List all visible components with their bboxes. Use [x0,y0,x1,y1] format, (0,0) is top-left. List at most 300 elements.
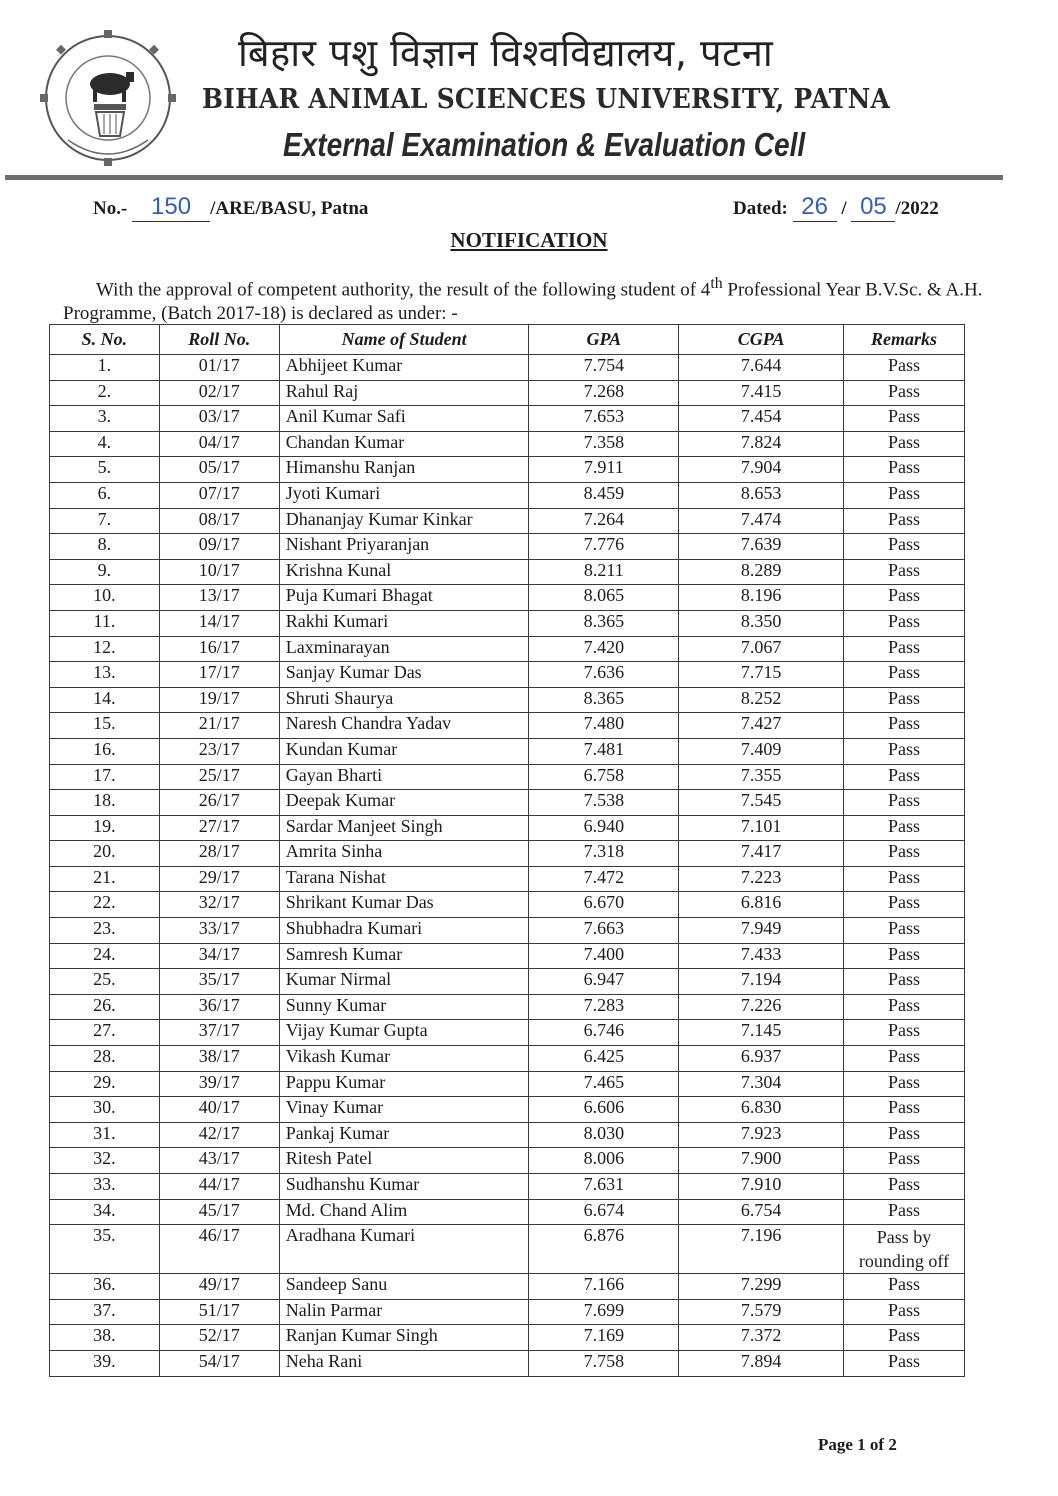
cell-cgpa: 6.754 [679,1199,844,1225]
cell-cgpa: 7.904 [679,457,844,483]
table-row [50,482,965,508]
cell-sno: 19. [50,815,160,841]
cell-sno: 39. [50,1350,160,1376]
cell-sno: 2. [50,380,160,406]
cell-remarks: Pass [844,866,965,892]
table-row [50,969,965,995]
cell-sno: 4. [50,431,160,457]
cell-cgpa: 7.427 [679,713,844,739]
cell-cgpa: 7.194 [679,969,844,995]
table-row [50,1325,965,1351]
cell-roll: 08/17 [159,508,279,534]
cell-name: Tarana Nishat [279,866,529,892]
cell-roll: 21/17 [159,713,279,739]
cell-gpa: 7.699 [529,1299,679,1325]
cell-sno: 1. [50,355,160,381]
cell-gpa: 7.480 [529,713,679,739]
cell-cgpa: 7.910 [679,1174,844,1200]
cell-roll: 17/17 [159,662,279,688]
cell-gpa: 7.538 [529,790,679,816]
cell-roll: 09/17 [159,534,279,560]
cell-roll: 46/17 [159,1225,279,1274]
cell-gpa: 8.365 [529,610,679,636]
cell-gpa: 7.663 [529,918,679,944]
cell-remarks: Pass [844,1325,965,1351]
cell-gpa: 6.940 [529,815,679,841]
cell-cgpa: 7.223 [679,866,844,892]
cell-roll: 10/17 [159,559,279,585]
cell-name: Rakhi Kumari [279,610,529,636]
date-line [733,193,939,222]
cell-sno: 11. [50,610,160,636]
table-row [50,687,965,713]
cell-name: Sudhanshu Kumar [279,1174,529,1200]
cell-gpa: 7.318 [529,841,679,867]
cell-gpa: 7.776 [529,534,679,560]
cell-gpa: 8.365 [529,687,679,713]
cell-cgpa: 7.196 [679,1225,844,1274]
cell-name: Sandeep Sanu [279,1274,529,1300]
cell-name: Pappu Kumar [279,1071,529,1097]
cell-roll: 04/17 [159,431,279,457]
table-row [50,355,965,381]
university-seal-icon [38,28,178,168]
cell-gpa: 8.211 [529,559,679,585]
cell-cgpa: 8.289 [679,559,844,585]
results-table [49,324,965,1377]
cell-sno: 23. [50,918,160,944]
cell-name: Abhijeet Kumar [279,355,529,381]
date-month: 05 [851,193,895,222]
table-row [50,431,965,457]
cell-name: Gayan Bharti [279,764,529,790]
table-row [50,1174,965,1200]
cell-cgpa: 7.949 [679,918,844,944]
cell-gpa: 6.758 [529,764,679,790]
table-row [50,585,965,611]
cell-sno: 8. [50,534,160,560]
cell-name: Chandan Kumar [279,431,529,457]
table-row [50,892,965,918]
cell-remarks: Pass [844,1071,965,1097]
cell-roll: 02/17 [159,380,279,406]
cell-remarks: Pass [844,687,965,713]
cell-remarks: Pass [844,764,965,790]
cell-cgpa: 7.299 [679,1274,844,1300]
cell-sno: 22. [50,892,160,918]
cell-gpa: 7.758 [529,1350,679,1376]
cell-gpa: 7.911 [529,457,679,483]
cell-gpa: 6.674 [529,1199,679,1225]
cell-roll: 51/17 [159,1299,279,1325]
cell-name: Sanjay Kumar Das [279,662,529,688]
cell-roll: 03/17 [159,406,279,432]
cell-sno: 6. [50,482,160,508]
table-row [50,1299,965,1325]
cell-roll: 27/17 [159,815,279,841]
cell-remarks: Pass [844,841,965,867]
cell-remarks: Pass [844,1199,965,1225]
cell-roll: 37/17 [159,1020,279,1046]
cell-remarks: Pass [844,406,965,432]
cell-name: Shruti Shaurya [279,687,529,713]
cell-remarks: Pass [844,534,965,560]
university-name-hindi: बिहार पशु विज्ञान विश्वविद्यालय, पटना [238,31,774,75]
cell-remarks: Pass [844,610,965,636]
cell-remarks: Pass [844,943,965,969]
cell-gpa: 7.268 [529,380,679,406]
cell-sno: 37. [50,1299,160,1325]
table-row [50,1199,965,1225]
cell-remarks: Pass [844,457,965,483]
cell-sno: 16. [50,738,160,764]
table-row [50,1020,965,1046]
cell-gpa: 7.169 [529,1325,679,1351]
cell-gpa: 7.631 [529,1174,679,1200]
cell-name: Aradhana Kumari [279,1225,529,1274]
cell-gpa: 6.876 [529,1225,679,1274]
cell-name: Ranjan Kumar Singh [279,1325,529,1351]
table-row [50,866,965,892]
cell-gpa: 7.264 [529,508,679,534]
cell-sno: 26. [50,994,160,1020]
table-header-row [50,325,965,355]
header-divider [5,175,1003,180]
cell-cgpa: 7.923 [679,1122,844,1148]
cell-sno: 33. [50,1174,160,1200]
cell-remarks: Pass [844,1299,965,1325]
cell-gpa: 6.947 [529,969,679,995]
cell-roll: 19/17 [159,687,279,713]
cell-gpa: 7.400 [529,943,679,969]
cell-cgpa: 7.454 [679,406,844,432]
header-remarks: Remarks [844,325,965,355]
cell-name: Amrita Sinha [279,841,529,867]
table-row [50,406,965,432]
table-row [50,764,965,790]
cell-cgpa: 7.304 [679,1071,844,1097]
cell-remarks: Pass by rounding off [844,1225,965,1274]
reference-handwritten-number: 150 [132,193,210,222]
cell-remarks: Pass [844,1046,965,1072]
cell-name: Naresh Chandra Yadav [279,713,529,739]
cell-roll: 26/17 [159,790,279,816]
cell-name: Vikash Kumar [279,1046,529,1072]
notification-title: NOTIFICATION [450,228,608,252]
cell-sno: 17. [50,764,160,790]
cell-gpa: 7.465 [529,1071,679,1097]
cell-sno: 31. [50,1122,160,1148]
cell-roll: 43/17 [159,1148,279,1174]
cell-remarks: Pass [844,790,965,816]
cell-gpa: 8.459 [529,482,679,508]
cell-roll: 52/17 [159,1325,279,1351]
cell-gpa: 7.481 [529,738,679,764]
cell-name: Kundan Kumar [279,738,529,764]
cell-sno: 20. [50,841,160,867]
cell-sno: 32. [50,1148,160,1174]
cell-roll: 49/17 [159,1274,279,1300]
cell-cgpa: 8.252 [679,687,844,713]
cell-roll: 45/17 [159,1199,279,1225]
header-gpa: GPA [529,325,679,355]
table-row [50,1350,965,1376]
cell-remarks: Pass [844,918,965,944]
cell-gpa: 6.606 [529,1097,679,1123]
table-row [50,943,965,969]
cell-gpa: 7.754 [529,355,679,381]
cell-gpa: 6.425 [529,1046,679,1072]
cell-cgpa: 7.545 [679,790,844,816]
table-row [50,841,965,867]
intro-text-1: With the approval of competent authority, the result of the following student of 4 [96,279,711,301]
table-row [50,1071,965,1097]
cell-remarks: Pass [844,662,965,688]
cell-roll: 23/17 [159,738,279,764]
cell-remarks: Pass [844,1020,965,1046]
cell-cgpa: 7.355 [679,764,844,790]
cell-name: Laxminarayan [279,636,529,662]
cell-roll: 39/17 [159,1071,279,1097]
cell-name: Deepak Kumar [279,790,529,816]
cell-cgpa: 7.433 [679,943,844,969]
cell-sno: 28. [50,1046,160,1072]
table-row [50,508,965,534]
cell-name: Himanshu Ranjan [279,457,529,483]
date-year: /2022 [895,198,939,219]
cell-cgpa: 7.226 [679,994,844,1020]
cell-roll: 01/17 [159,355,279,381]
cell-name: Sardar Manjeet Singh [279,815,529,841]
cell-cgpa: 7.894 [679,1350,844,1376]
cell-sno: 25. [50,969,160,995]
cell-name: Krishna Kunal [279,559,529,585]
cell-remarks: Pass [844,355,965,381]
cell-roll: 16/17 [159,636,279,662]
cell-sno: 10. [50,585,160,611]
header-cgpa: CGPA [679,325,844,355]
cell-roll: 38/17 [159,1046,279,1072]
cell-sno: 7. [50,508,160,534]
date-separator: / [841,198,847,219]
cell-gpa: 7.358 [529,431,679,457]
cell-remarks: Pass [844,815,965,841]
table-row [50,457,965,483]
cell-roll: 54/17 [159,1350,279,1376]
table-row [50,790,965,816]
cell-name: Ritesh Patel [279,1148,529,1174]
cell-remarks: Pass [844,969,965,995]
reference-prefix: No.- [93,198,128,219]
cell-sno: 29. [50,1071,160,1097]
cell-remarks: Pass [844,1122,965,1148]
date-label: Dated: [733,198,788,219]
notification-intro [63,272,983,326]
page-number: Page 1 of 2 [818,1435,897,1454]
table-row [50,662,965,688]
intro-superscript: th [710,275,723,292]
cell-sno: 27. [50,1020,160,1046]
cell-roll: 40/17 [159,1097,279,1123]
cell-sno: 13. [50,662,160,688]
cell-sno: 15. [50,713,160,739]
cell-gpa: 7.283 [529,994,679,1020]
header-name: Name of Student [279,325,529,355]
table-row [50,1225,965,1274]
cell-roll: 25/17 [159,764,279,790]
cell-cgpa: 7.900 [679,1148,844,1174]
date-day: 26 [793,193,837,222]
cell-gpa: 7.166 [529,1274,679,1300]
cell-name: Sunny Kumar [279,994,529,1020]
cell-name: Jyoti Kumari [279,482,529,508]
cell-cgpa: 7.417 [679,841,844,867]
cell-cgpa: 7.101 [679,815,844,841]
header-roll: Roll No. [159,325,279,355]
cell-name: Anil Kumar Safi [279,406,529,432]
cell-name: Shubhadra Kumari [279,918,529,944]
table-row [50,738,965,764]
cell-roll: 33/17 [159,918,279,944]
cell-name: Vinay Kumar [279,1097,529,1123]
cell-sno: 3. [50,406,160,432]
cell-gpa: 8.006 [529,1148,679,1174]
cell-cgpa: 7.372 [679,1325,844,1351]
cell-remarks: Pass [844,1274,965,1300]
cell-sno: 9. [50,559,160,585]
cell-cgpa: 8.196 [679,585,844,611]
table-row [50,636,965,662]
cell-remarks: Pass [844,431,965,457]
cell-name: External Examination & Evaluation Cell [283,126,806,163]
cell-gpa: 7.636 [529,662,679,688]
cell-gpa: 7.472 [529,866,679,892]
reference-number [93,193,368,222]
cell-remarks: Pass [844,380,965,406]
cell-sno: 34. [50,1199,160,1225]
cell-roll: 44/17 [159,1174,279,1200]
cell-cgpa: 7.474 [679,508,844,534]
cell-cgpa: 7.579 [679,1299,844,1325]
cell-roll: 32/17 [159,892,279,918]
cell-name: Kumar Nirmal [279,969,529,995]
table-row [50,1122,965,1148]
table-row [50,559,965,585]
cell-remarks: Pass [844,892,965,918]
cell-remarks: Pass [844,585,965,611]
cell-remarks: Pass [844,994,965,1020]
cell-remarks: Pass [844,559,965,585]
cell-cgpa: 7.415 [679,380,844,406]
cell-cgpa: 7.715 [679,662,844,688]
cell-sno: 30. [50,1097,160,1123]
cell-name: Vijay Kumar Gupta [279,1020,529,1046]
table-row [50,918,965,944]
reference-suffix: /ARE/BASU, Patna [210,198,369,219]
cell-cgpa: 7.639 [679,534,844,560]
cell-remarks: Pass [844,482,965,508]
cell-name: Rahul Raj [279,380,529,406]
cell-gpa: 8.030 [529,1122,679,1148]
table-row [50,610,965,636]
cell-roll: 07/17 [159,482,279,508]
table-row [50,815,965,841]
cell-gpa: 7.420 [529,636,679,662]
cell-sno: 36. [50,1274,160,1300]
table-row [50,1046,965,1072]
table-row [50,1148,965,1174]
cell-cgpa: 6.937 [679,1046,844,1072]
table-row [50,1274,965,1300]
cell-sno: 35. [50,1225,160,1274]
cell-cgpa: 6.830 [679,1097,844,1123]
cell-name: Samresh Kumar [279,943,529,969]
cell-cgpa: 7.067 [679,636,844,662]
cell-name: Md. Chand Alim [279,1199,529,1225]
cell-name: Nalin Parmar [279,1299,529,1325]
cell-gpa: 6.746 [529,1020,679,1046]
cell-name: Pankaj Kumar [279,1122,529,1148]
cell-gpa: 8.065 [529,585,679,611]
cell-sno: 18. [50,790,160,816]
cell-sno: 38. [50,1325,160,1351]
cell-cgpa: 7.644 [679,355,844,381]
cell-name: Neha Rani [279,1350,529,1376]
cell-sno: 12. [50,636,160,662]
cell-cgpa: 7.824 [679,431,844,457]
cell-remarks: Pass [844,508,965,534]
cell-roll: 36/17 [159,994,279,1020]
cell-cgpa: 7.409 [679,738,844,764]
intro-text-2: Professional Year B.V.Sc. & A.H. Programme, (Batch 2017-18) is declared as under: - [63,279,983,325]
cell-roll: 28/17 [159,841,279,867]
cell-roll: 05/17 [159,457,279,483]
university-name-english: BIHAR ANIMAL SCIENCES UNIVERSITY, PATNA [202,84,891,115]
cell-cgpa: 8.653 [679,482,844,508]
table-row [50,380,965,406]
cell-remarks: Pass [844,1097,965,1123]
cell-name: Dhananjay Kumar Kinkar [279,508,529,534]
cell-roll: 42/17 [159,1122,279,1148]
cell-sno: 24. [50,943,160,969]
cell-cgpa: 6.816 [679,892,844,918]
cell-remarks: Pass [844,636,965,662]
cell-roll: 14/17 [159,610,279,636]
table-row [50,994,965,1020]
cell-name: Shrikant Kumar Das [279,892,529,918]
cell-remarks: Pass [844,1350,965,1376]
cell-gpa: 7.653 [529,406,679,432]
cell-roll: 34/17 [159,943,279,969]
cell-roll: 35/17 [159,969,279,995]
cell-roll: 29/17 [159,866,279,892]
table-row [50,1097,965,1123]
header-sno: S. No. [50,325,160,355]
cell-sno: 5. [50,457,160,483]
cell-cgpa: 8.350 [679,610,844,636]
cell-name: Puja Kumari Bhagat [279,585,529,611]
cell-remarks: Pass [844,1174,965,1200]
cell-remarks: Pass [844,738,965,764]
cell-sno: 21. [50,866,160,892]
cell-remarks: Pass [844,1148,965,1174]
table-row [50,713,965,739]
cell-cgpa: 7.145 [679,1020,844,1046]
cell-gpa: 6.670 [529,892,679,918]
cell-name: Nishant Priyaranjan [279,534,529,560]
table-row [50,534,965,560]
cell-remarks: Pass [844,713,965,739]
